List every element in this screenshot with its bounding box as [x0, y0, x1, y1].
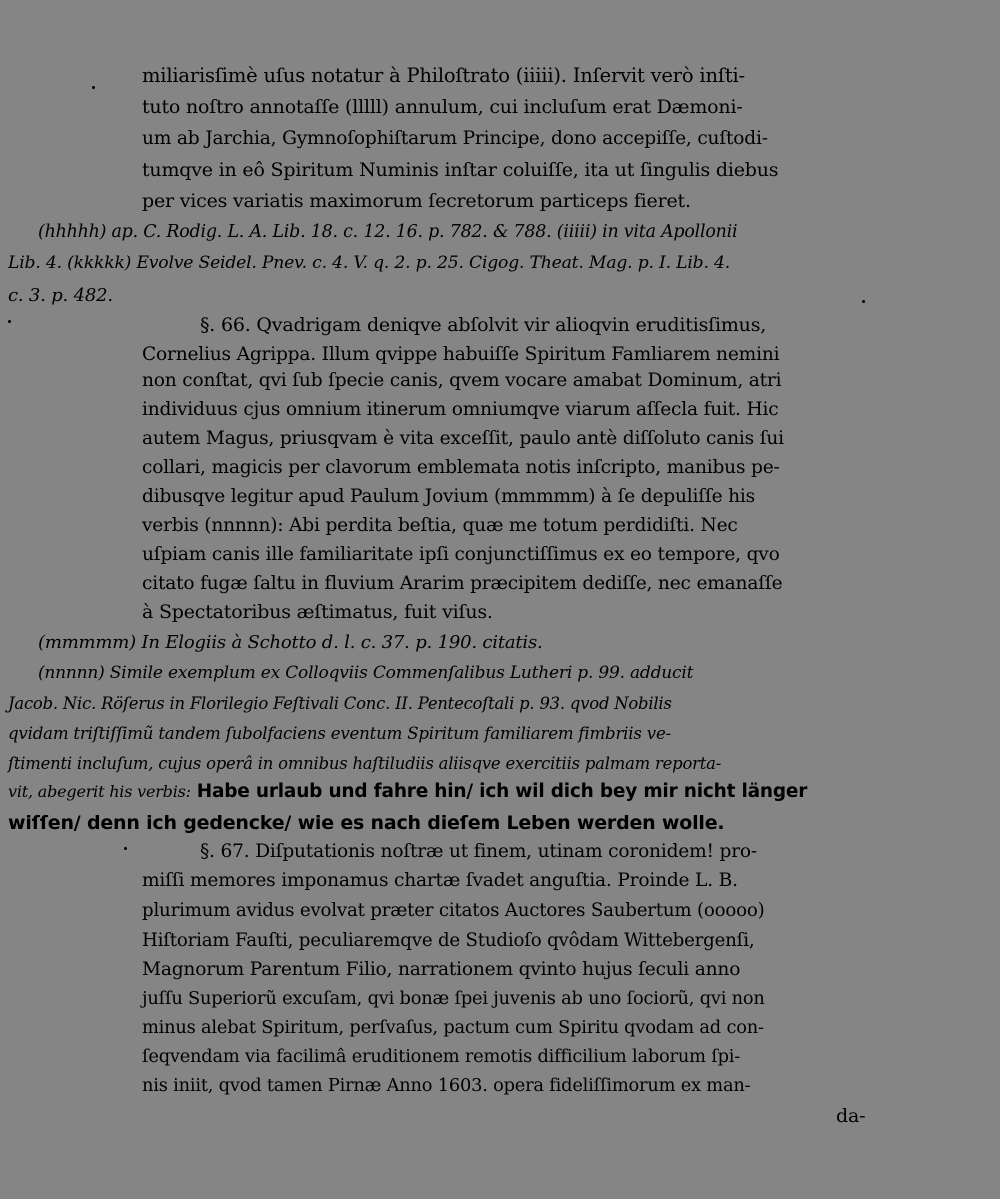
- german-quote: Habe urlaub und fahre hin/ ich wil dich bey mir nicht länger: [196, 781, 808, 802]
- latin-lead: vit, abegerit his verbis:: [8, 782, 191, 801]
- speck: [8, 320, 11, 323]
- text-line: per vices variatis maximorum ſecretorum particeps fieret.: [142, 190, 691, 212]
- section-66-line: à Spectatoribus æſtimatus, fuit viſus.: [142, 601, 493, 623]
- footnote-line: qvidam triſtiſſimũ tandem ſubolfaciens eventum Spiritum familiarem fimbriis ve-: [8, 724, 671, 743]
- text-line: miliarisſimè uſus notatur à Philoſtrato (iiiii). Inſervit verò inſti-: [142, 64, 745, 87]
- speck: [124, 847, 127, 850]
- section-67-line: miſſi memores imponamus chartæ ſvadet anguſtia. Proinde L. B.: [142, 870, 738, 891]
- section-66-line: citato fugæ ſaltu in fluvium Ararim præcipitem dediſſe, nec emanaſſe: [142, 573, 783, 594]
- section-67-line: minus alebat Spiritum, perſvaſus, pactum cum Spiritu qvodam ad con-: [142, 1017, 764, 1038]
- section-67-line: §. 67. Diſputationis noſtræ ut finem, utinam coronidem! pro-: [200, 841, 757, 862]
- speck: [92, 86, 95, 89]
- section-66-line: collari, magicis per clavorum emblemata notis inſcripto, manibus pe-: [142, 457, 780, 478]
- section-66-line: §. 66. Qvadrigam deniqve abſolvit vir alioqvin eruditisſimus,: [200, 314, 767, 336]
- footnote-line: Lib. 4. (kkkkk) Evolve Seidel. Pnev. c. 4. V. q. 2. p. 25. Cigog. Theat. Mag. p. I. Lib. 4.: [8, 253, 730, 273]
- text-line: tuto noſtro annotaſſe (lllll) annulum, cui incluſum erat Dæmoni-: [142, 96, 743, 118]
- section-66-line: verbis (nnnnn): Abi perdita beſtia, quæ me totum perdidiſti. Nec: [142, 515, 738, 536]
- section-67-line: nis iniit, qvod tamen Pirnæ Anno 1603. opera fideliſſimorum ex man-: [142, 1075, 751, 1096]
- section-67-line: Magnorum Parentum Filio, narrationem qvinto hujus ſeculi anno: [142, 959, 741, 980]
- footnote-line: ſtimenti incluſum, cujus operâ in omnibus haſtiludiis aliisqve exercitiis palmam reporta-: [8, 754, 722, 773]
- section-66-line: Cornelius Agrippa. Illum qvippe habuiſſe Spiritum Famliarem nemini: [142, 344, 780, 365]
- speck: [862, 300, 865, 303]
- section-66-line: individuus cjus omnium itinerum omniumqve viarum aſſecla fuit. Hic: [142, 399, 779, 420]
- footnote-line: Jacob. Nic. Röſerus in Florilegio Feſtivali Conc. II. Pentecoſtali p. 93. qvod Nobilis: [8, 694, 672, 713]
- footnote-line: (mmmmm) In Elogiis à Schotto d. l. c. 37. p. 190. citatis.: [38, 632, 543, 653]
- fraktur-line: wiſſen/ denn ich gedencke/ wie es nach dieſem Leben werden wolle.: [8, 812, 725, 834]
- section-66-line: autem Magus, priusqvam è vita exceſſit, paulo antè diſſoluto canis ſui: [142, 428, 784, 449]
- footnote-line: (nnnnn) Simile exemplum ex Colloqviis Commenſalibus Lutheri p. 99. adducit: [38, 663, 694, 683]
- footnote-line: (hhhhh) ap. C. Rodig. L. A. Lib. 18. c. 12. 16. p. 782. & 788. (iiiii) in vita Apollonii: [38, 222, 738, 242]
- footnote-line: c. 3. p. 482.: [8, 285, 113, 306]
- section-66-line: uſpiam canis ille familiaritate ipſi conjunctiſſimus ex eo tempore, qvo: [142, 544, 780, 565]
- section-67-line: juſſu Superiorũ excuſam, qvi bonæ ſpei juvenis ab uno ſociorũ, qvi non: [142, 988, 765, 1009]
- text-line: um ab Jarchia, Gymnoſophiſtarum Principe, dono accepiſſe, cuſtodi-: [142, 128, 768, 149]
- section-67-line: Hiſtoriam Fauſti, peculiaremqve de Studioſo qvôdam Wittebergenſi,: [142, 930, 755, 951]
- section-66-line: non conſtat, qvi ſub ſpecie canis, qvem vocare amabat Dominum, atri: [142, 370, 782, 391]
- section-67-line: plurimum avidus evolvat præter citatos Auctores Saubertum (ooooo): [142, 900, 765, 921]
- section-67-line: ſeqvendam via facilimâ eruditionem remotis difficilium laborum ſpi-: [142, 1046, 741, 1067]
- fraktur-line: [8, 779, 807, 804]
- section-66-line: dibusqve legitur apud Paulum Jovium (mmmmm) à ſe depuliſſe his: [142, 486, 756, 507]
- text-line: tumqve in eô Spiritum Numinis inſtar coluiſſe, ita ut ſingulis diebus: [142, 159, 779, 181]
- catchword: da-: [836, 1105, 866, 1127]
